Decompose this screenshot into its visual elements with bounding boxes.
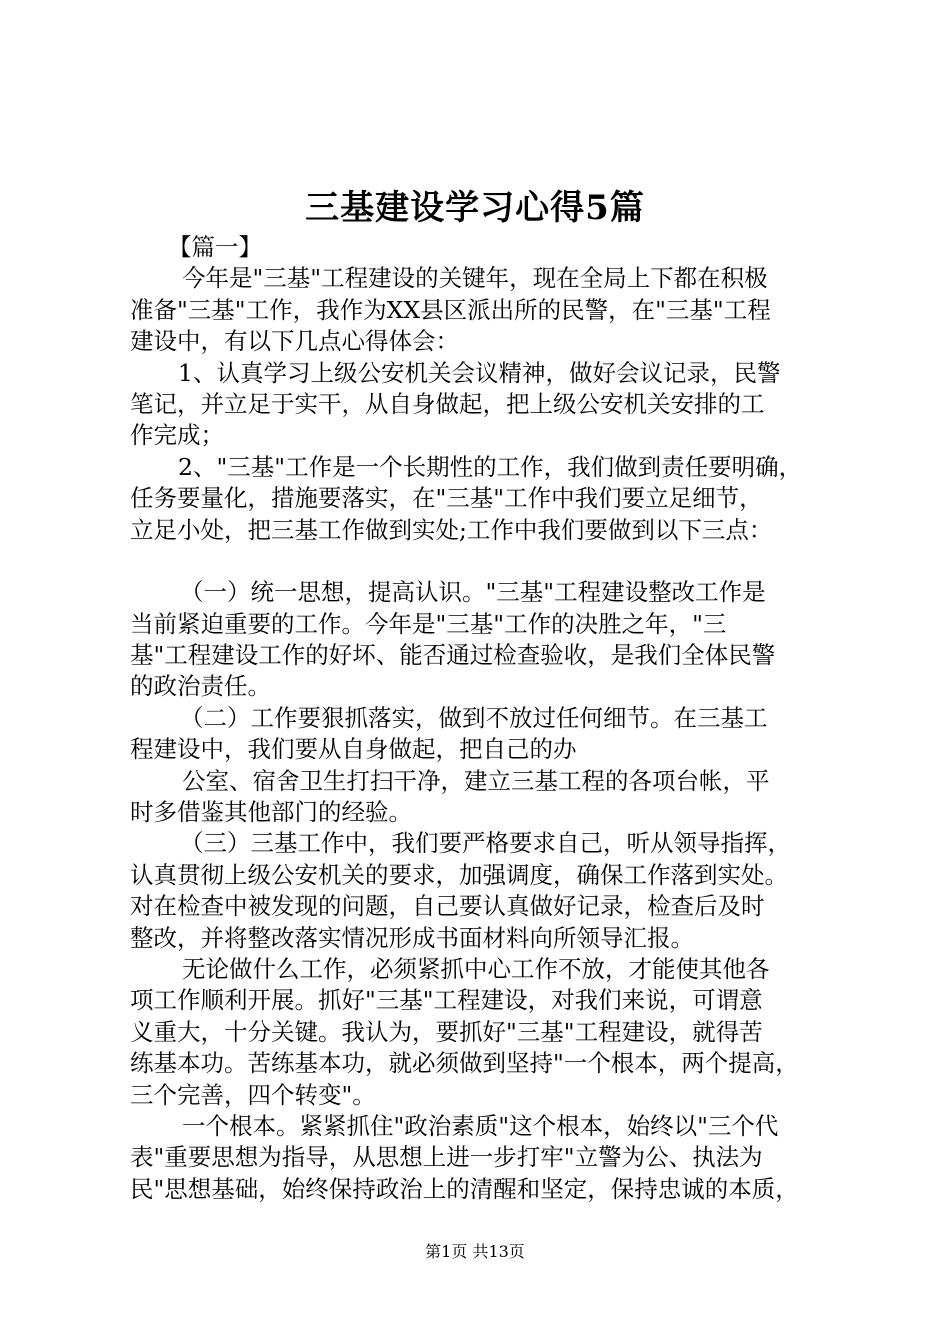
text-line: 的政治责任。 [130,672,271,701]
text-line: 无论做什么工作，必须紧抓中心工作不放，才能使其他各 [182,954,770,983]
text-line: 练基本功。苦练基本功，就必须做到坚持"一个根本，两个提高， [130,1049,799,1078]
text-line: 对在检查中被发现的问题，自己要认真做好记录，检查后及时 [130,892,765,921]
text-line: 程建设中，我们要从自身做起，把自己的办 [130,735,577,764]
text-line: 义重大，十分关键。我认为，要抓好"三基"工程建设，就得苦 [130,1017,763,1046]
text-line: 整改，并将整改落实情况形成书面材料向所领导汇报。 [130,923,694,952]
text-line: 任务要量化，措施要落实，在"三基"工作中我们要立足细节， [130,484,763,513]
text-line: 立足小处，把三基工作做到实处;工作中我们要做到以下三点： [130,515,773,544]
document-body [130,232,830,1205]
text-line: 认真贯彻上级公安机关的要求，加强调度，确保工作落到实处。 [130,860,788,889]
text-line: 民"思想基础，始终保持政治上的清醒和坚定，保持忠诚的本质， [130,1174,799,1203]
text-line: 笔记，并立足于实干，从自身做起，把上级公安机关安排的工 [130,389,765,418]
text-line: 作完成； [130,421,224,450]
page-footer: 第1页 共13页 [425,1242,525,1261]
text-line: （三）三基工作中，我们要严格要求自己，听从领导指挥， [180,829,791,858]
text-line: 项工作顺利开展。抓好"三基"工程建设，对我们来说，可谓意 [130,986,763,1015]
text-line: 今年是"三基"工程建设的关键年，现在全局上下都在积极 [182,264,768,293]
text-line: 基"工程建设工作的好坏、能否通过检查验收，是我们全体民警 [130,641,776,670]
text-line: 【篇一】 [168,233,262,261]
text-line: 1、认真学习上级公安机关会议精神，做好会议记录，民警 [178,358,781,387]
text-line: （一）统一思想，提高认识。"三基"工程建设整改工作是 [180,578,766,607]
text-line: 三个完善，四个转变"。 [130,1080,376,1109]
blank-line [130,546,830,577]
text-line: （二）工作要狠抓落实，做到不放过任何细节。在三基工 [180,703,768,732]
document-title: 三基建设学习心得5篇 [305,188,645,228]
text-line: 一个根本。紧紧抓住"政治素质"这个根本，始终以"三个代 [182,1111,779,1140]
text-line: 建设中，有以下几点心得体会： [130,327,459,356]
text-line: 时多借鉴其他部门的经验。 [130,798,412,827]
text-line: 准备"三基"工作，我作为XX县区派出所的民警，在"三基"工程 [130,295,771,324]
text-line: 当前紧迫重要的工作。今年是"三基"工作的决胜之年，"三 [130,609,727,638]
text-line: 公室、宿舍卫生打扫干净，建立三基工程的各项台帐，平 [182,766,770,795]
text-line: 2、"三基"工作是一个长期性的工作，我们做到责任要明确， [178,452,803,481]
text-line: 表"重要思想为指导，从思想上进一步打牢"立警为公、执法为 [130,1143,763,1172]
